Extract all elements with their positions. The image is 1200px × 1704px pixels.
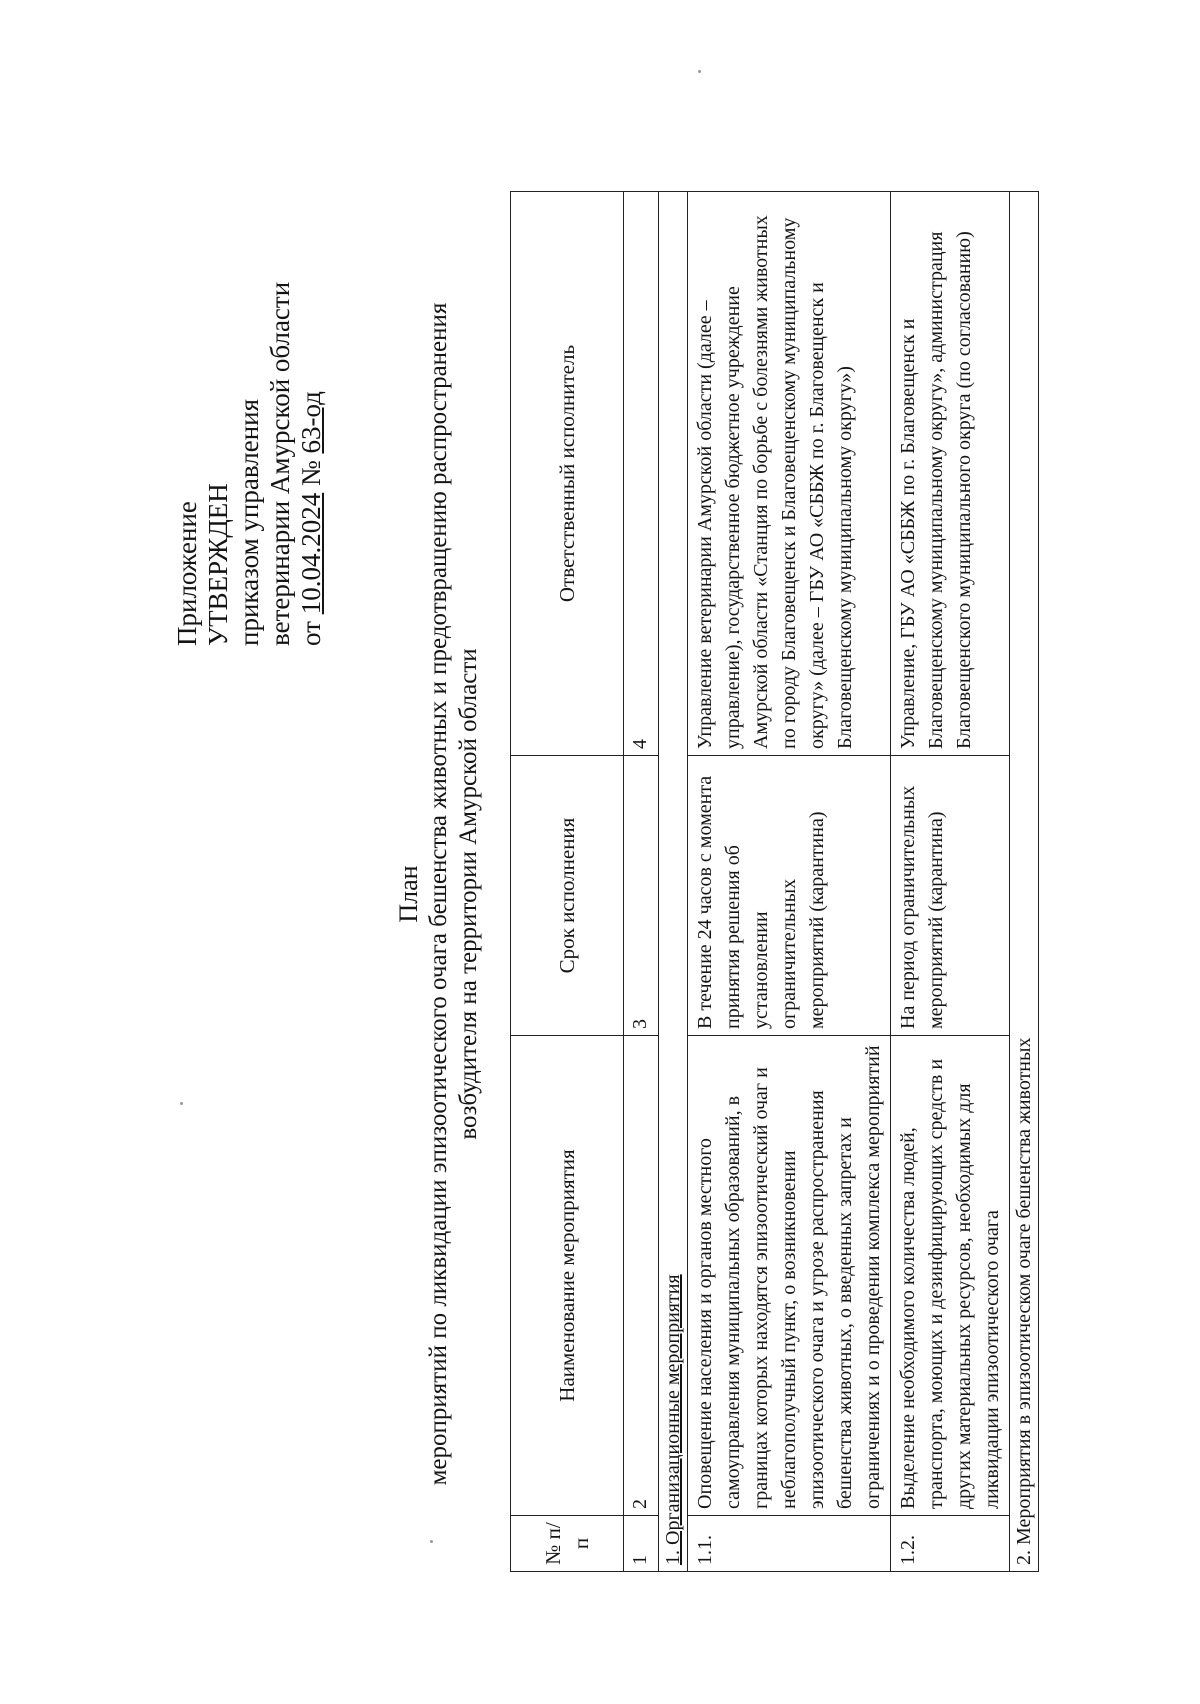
appendix-label: Приложение [172, 501, 202, 646]
row-name: Оповещение населения и органов местного самоуправления муниципальных образований, в границах которых находятся эпизоотический очаг и неблагополучный пункт, о возникновении эпизоотического очага и угрозе распространения бешенства животных, о введенных запретах и ограничениях и о проведении комплекса мероприятий [688, 1036, 891, 1516]
order-number-sign: № [296, 460, 326, 487]
row-executor: Управление, ГБУ АО «СББЖ по г. Благовещенск и Благовещенскому муниципальному округу», администрация Благовещенского муниципального округа (по согласованию) [891, 192, 1010, 756]
column-number: 3 [624, 756, 659, 1036]
scan-speck [430, 1540, 433, 1543]
approved-by-line: приказом управления [234, 398, 264, 646]
section-row [1010, 192, 1039, 1572]
table-row [688, 192, 891, 1572]
header-term: Срок исполнения [511, 756, 624, 1036]
section-heading: 2. Мероприятия в эпизоотическом очаге бешенства животных [1010, 192, 1039, 1572]
title-line-3: возбудителя на территории Амурской области [455, 648, 482, 1140]
row-num: 1.2. [891, 1516, 1010, 1572]
section-1-title: 1. Организационные мероприятия [662, 1274, 684, 1565]
order-date-prefix: от [296, 621, 326, 646]
scan-speck [180, 1102, 183, 1105]
title-line-2: мероприятий по ликвидации эпизоотического очага бешенства животных и предотвращению распространения [425, 302, 452, 1486]
scan-speck [698, 70, 701, 73]
column-number: 1 [624, 1516, 659, 1572]
header-name: Наименование мероприятия [511, 1036, 624, 1516]
department-line: ветеринарии Амурской области [265, 281, 295, 646]
header-executor: Ответственный исполнитель [511, 192, 624, 756]
document-title [394, 244, 484, 1544]
row-executor: Управление ветеринарии Амурской области (далее – управление), государственное бюджетное учреждение Амурской области «Станция по борьбе с болезнями животных по городу Благовещенск и Благовещенскому муниципальному округу» (далее – ГБУ АО «СББЖ по г. Благовещенск и Благовещенскому муниципальному округу») [688, 192, 891, 756]
section-heading [659, 192, 688, 1572]
approved-label: УТВЕРЖДЕН [203, 483, 233, 646]
plan-table [510, 191, 1039, 1572]
title-plan: План [394, 865, 423, 923]
approval-block [172, 282, 327, 646]
section-row [659, 192, 688, 1572]
row-name: Выделение необходимого количества людей, транспорта, моющих и дезинфицирующих средств и других материальных ресурсов, необходимых для ликвидации эпизоотического очага [891, 1036, 1010, 1516]
row-num: 1.1. [688, 1516, 891, 1572]
order-date: 10.04.2024 [296, 492, 326, 615]
column-number-row [624, 192, 659, 1572]
column-number: 4 [624, 192, 659, 756]
order-number: 63-од [296, 391, 326, 454]
header-num: № п/п [511, 1516, 624, 1572]
order-date-line [296, 282, 327, 646]
row-term: В течение 24 часов с момента принятия решения об установлении ограничительных мероприятий (карантина) [688, 756, 891, 1036]
table-header-row [511, 192, 624, 1572]
column-number: 2 [624, 1036, 659, 1516]
row-term: На период ограничительных мероприятий (карантина) [891, 756, 1010, 1036]
table-row [891, 192, 1010, 1572]
